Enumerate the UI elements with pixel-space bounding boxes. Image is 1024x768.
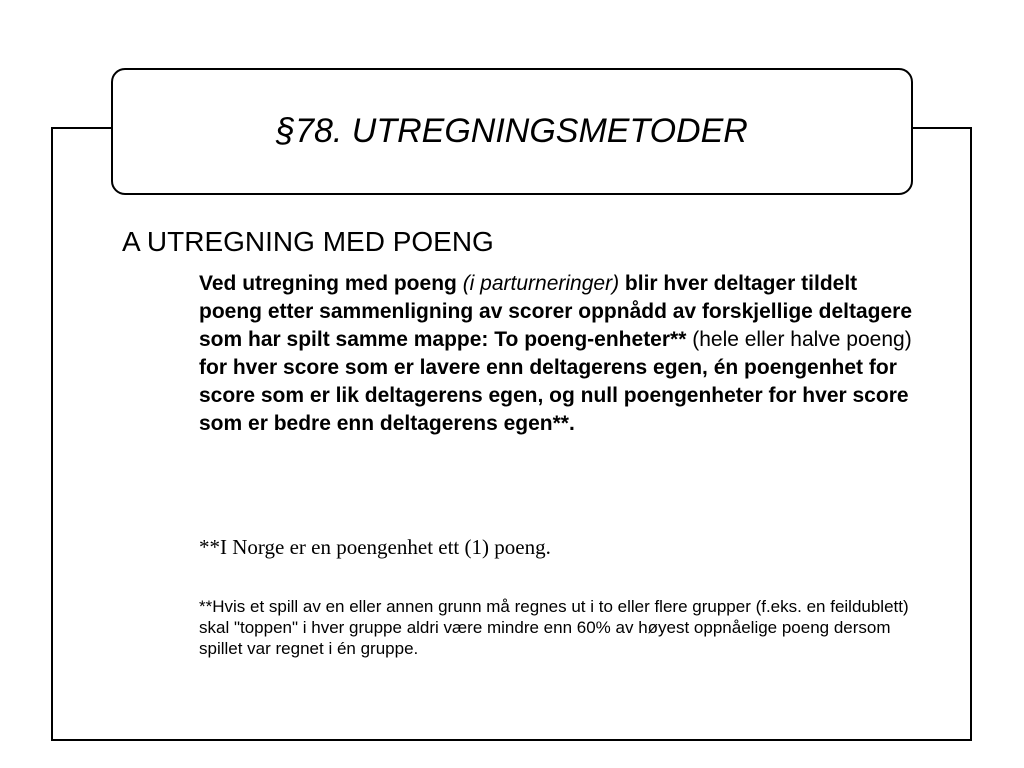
main-paragraph [199,270,919,438]
paragraph-part-4-plain: (hele eller halve poeng) [692,328,912,351]
footnote-groups: **Hvis et spill av en eller annen grunn må regnes ut i to eller flere grupper (f.eks. en feildublett) skal "toppen" i hver gruppe aldri være mindre enn 60% av høyest oppnåelige poeng dersom spillet var regnet i én gruppe. [199,597,909,658]
title-box [111,68,913,195]
frame-top-right-line [912,127,972,129]
paragraph-part-3: blir hver deltager tildelt poeng etter sammenligning av scorer oppnådd av forskjellige deltagere som har spilt samme mappe: To poeng-enheter** [199,272,913,351]
footnote-norway: **I Norge er en poengenhet ett (1) poeng. [199,535,551,559]
frame-top-left-line [51,127,112,129]
paragraph-part-1: Ved utregning med poeng [199,272,463,295]
section-heading: A UTREGNING MED POENG [122,226,494,257]
slide-title: §78. UTREGNINGSMETODER [276,112,748,150]
paragraph-part-2-italic: (i parturneringer) [462,272,620,295]
paragraph-part-5: for hver score som er lavere enn deltagerens egen, én poengenhet for score som er lik deltagerens egen, og null poengenheter for hver score som er bedre enn deltagerens egen**. [199,356,909,435]
